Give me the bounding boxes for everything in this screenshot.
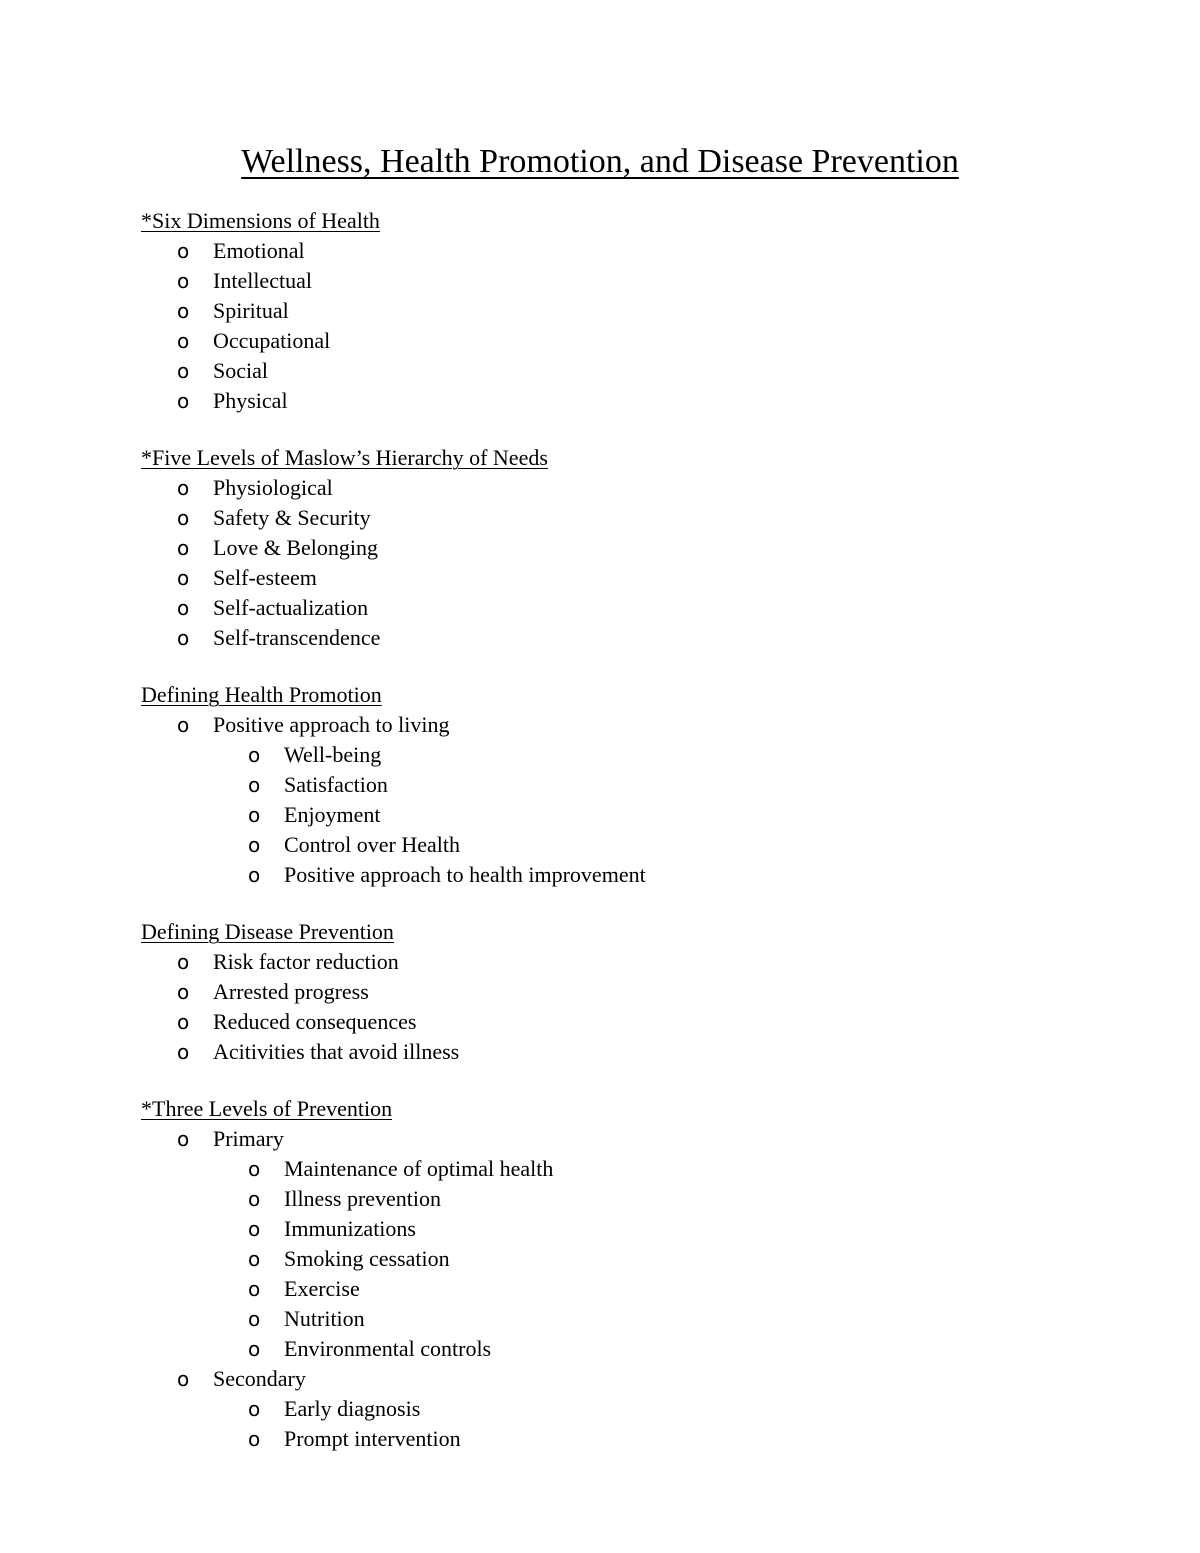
list-item bbox=[141, 800, 1141, 830]
list-item-text: Self-esteem bbox=[213, 565, 317, 590]
list-item bbox=[141, 1037, 1141, 1067]
list-item-text: Positive approach to living bbox=[213, 712, 450, 737]
list-item bbox=[141, 296, 1141, 326]
list-item bbox=[141, 830, 1141, 860]
list-item bbox=[141, 473, 1141, 503]
bullet-circle-icon: o bbox=[177, 596, 190, 620]
list-item bbox=[141, 623, 1141, 653]
bullet-circle-icon: o bbox=[177, 389, 190, 413]
list-item bbox=[141, 533, 1141, 563]
bullet-circle-icon: o bbox=[177, 239, 190, 263]
bullet-circle-icon: o bbox=[177, 566, 190, 590]
bullet-list bbox=[141, 473, 1141, 653]
list-item bbox=[141, 1424, 1141, 1454]
bullet-circle-icon: o bbox=[248, 1397, 261, 1421]
bullet-circle-icon: o bbox=[177, 536, 190, 560]
list-item-text: Secondary bbox=[213, 1366, 306, 1391]
section-heading: Defining Disease Prevention bbox=[141, 919, 394, 944]
list-item bbox=[141, 1124, 1141, 1154]
bullet-circle-icon: o bbox=[177, 329, 190, 353]
list-item-text: Love & Belonging bbox=[213, 535, 378, 560]
bullet-circle-icon: o bbox=[177, 299, 190, 323]
bullet-circle-icon: o bbox=[248, 1277, 261, 1301]
bullet-circle-icon: o bbox=[248, 803, 261, 827]
list-item bbox=[141, 1184, 1141, 1214]
list-item-text: Immunizations bbox=[284, 1216, 416, 1241]
list-item bbox=[141, 593, 1141, 623]
bullet-circle-icon: o bbox=[248, 1337, 261, 1361]
bullet-circle-icon: o bbox=[248, 1157, 261, 1181]
bullet-circle-icon: o bbox=[177, 950, 190, 974]
list-item-text: Positive approach to health improvement bbox=[284, 862, 646, 887]
bullet-list bbox=[141, 236, 1141, 416]
bullet-circle-icon: o bbox=[248, 743, 261, 767]
list-item-text: Smoking cessation bbox=[284, 1246, 450, 1271]
list-item-text: Arrested progress bbox=[213, 979, 369, 1004]
list-item bbox=[141, 386, 1141, 416]
list-item bbox=[141, 1214, 1141, 1244]
list-item-text: Emotional bbox=[213, 238, 305, 263]
list-item bbox=[141, 1007, 1141, 1037]
list-item-text: Occupational bbox=[213, 328, 331, 353]
list-item-text: Maintenance of optimal health bbox=[284, 1156, 554, 1181]
document-body bbox=[141, 206, 1141, 1481]
section bbox=[141, 1094, 1141, 1454]
list-item bbox=[141, 563, 1141, 593]
section-heading: *Five Levels of Maslow’s Hierarchy of Needs bbox=[141, 445, 548, 470]
list-item-text: Satisfaction bbox=[284, 772, 388, 797]
list-item bbox=[141, 860, 1141, 890]
list-item bbox=[141, 1274, 1141, 1304]
bullet-circle-icon: o bbox=[177, 1040, 190, 1064]
bullet-circle-icon: o bbox=[177, 269, 190, 293]
list-item-text: Risk factor reduction bbox=[213, 949, 399, 974]
bullet-circle-icon: o bbox=[177, 1127, 190, 1151]
list-item-text: Spiritual bbox=[213, 298, 289, 323]
bullet-circle-icon: o bbox=[177, 359, 190, 383]
list-item bbox=[141, 236, 1141, 266]
bullet-circle-icon: o bbox=[248, 1217, 261, 1241]
list-item bbox=[141, 503, 1141, 533]
list-item-text: Intellectual bbox=[213, 268, 312, 293]
bullet-list bbox=[141, 1124, 1141, 1454]
section bbox=[141, 443, 1141, 653]
list-item bbox=[141, 356, 1141, 386]
list-item bbox=[141, 1364, 1141, 1394]
bullet-circle-icon: o bbox=[177, 1367, 190, 1391]
list-item-text: Reduced consequences bbox=[213, 1009, 417, 1034]
list-item bbox=[141, 1334, 1141, 1364]
list-item-text: Nutrition bbox=[284, 1306, 365, 1331]
list-item bbox=[141, 1394, 1141, 1424]
list-item-text: Enjoyment bbox=[284, 802, 381, 827]
list-item-text: Physiological bbox=[213, 475, 333, 500]
list-item-text: Early diagnosis bbox=[284, 1396, 421, 1421]
section bbox=[141, 917, 1141, 1067]
list-item-text: Environmental controls bbox=[284, 1336, 492, 1361]
section-heading: Defining Health Promotion bbox=[141, 682, 382, 707]
list-item bbox=[141, 710, 1141, 740]
list-item bbox=[141, 1244, 1141, 1274]
bullet-circle-icon: o bbox=[177, 506, 190, 530]
list-item bbox=[141, 740, 1141, 770]
bullet-circle-icon: o bbox=[248, 1307, 261, 1331]
bullet-circle-icon: o bbox=[177, 1010, 190, 1034]
list-item-text: Acitivities that avoid illness bbox=[213, 1039, 460, 1064]
bullet-circle-icon: o bbox=[177, 980, 190, 1004]
list-item bbox=[141, 1304, 1141, 1334]
bullet-circle-icon: o bbox=[177, 476, 190, 500]
list-item-text: Exercise bbox=[284, 1276, 360, 1301]
list-item bbox=[141, 947, 1141, 977]
list-item-text: Primary bbox=[213, 1126, 284, 1151]
bullet-circle-icon: o bbox=[248, 1187, 261, 1211]
list-item-text: Well-being bbox=[284, 742, 382, 767]
bullet-circle-icon: o bbox=[248, 1247, 261, 1271]
list-item-text: Prompt intervention bbox=[284, 1426, 461, 1451]
bullet-circle-icon: o bbox=[177, 626, 190, 650]
list-item bbox=[141, 266, 1141, 296]
list-item-text: Illness prevention bbox=[284, 1186, 442, 1211]
list-item bbox=[141, 977, 1141, 1007]
bullet-circle-icon: o bbox=[248, 1427, 261, 1451]
list-item-text: Self-transcendence bbox=[213, 625, 381, 650]
section bbox=[141, 206, 1141, 416]
bullet-list bbox=[141, 710, 1141, 890]
list-item-text: Physical bbox=[213, 388, 288, 413]
list-item-text: Self-actualization bbox=[213, 595, 369, 620]
list-item bbox=[141, 1154, 1141, 1184]
section bbox=[141, 680, 1141, 890]
list-item-text: Control over Health bbox=[284, 832, 460, 857]
bullet-list bbox=[141, 947, 1141, 1067]
list-item-text: Safety & Security bbox=[213, 505, 371, 530]
list-item bbox=[141, 770, 1141, 800]
bullet-circle-icon: o bbox=[177, 713, 190, 737]
section-heading: *Six Dimensions of Health bbox=[141, 208, 380, 233]
section-heading: *Three Levels of Prevention bbox=[141, 1096, 393, 1121]
list-item bbox=[141, 326, 1141, 356]
document-title: Wellness, Health Promotion, and Disease Prevention bbox=[241, 143, 959, 180]
list-item-text: Social bbox=[213, 358, 268, 383]
bullet-circle-icon: o bbox=[248, 863, 261, 887]
bullet-circle-icon: o bbox=[248, 773, 261, 797]
bullet-circle-icon: o bbox=[248, 833, 261, 857]
